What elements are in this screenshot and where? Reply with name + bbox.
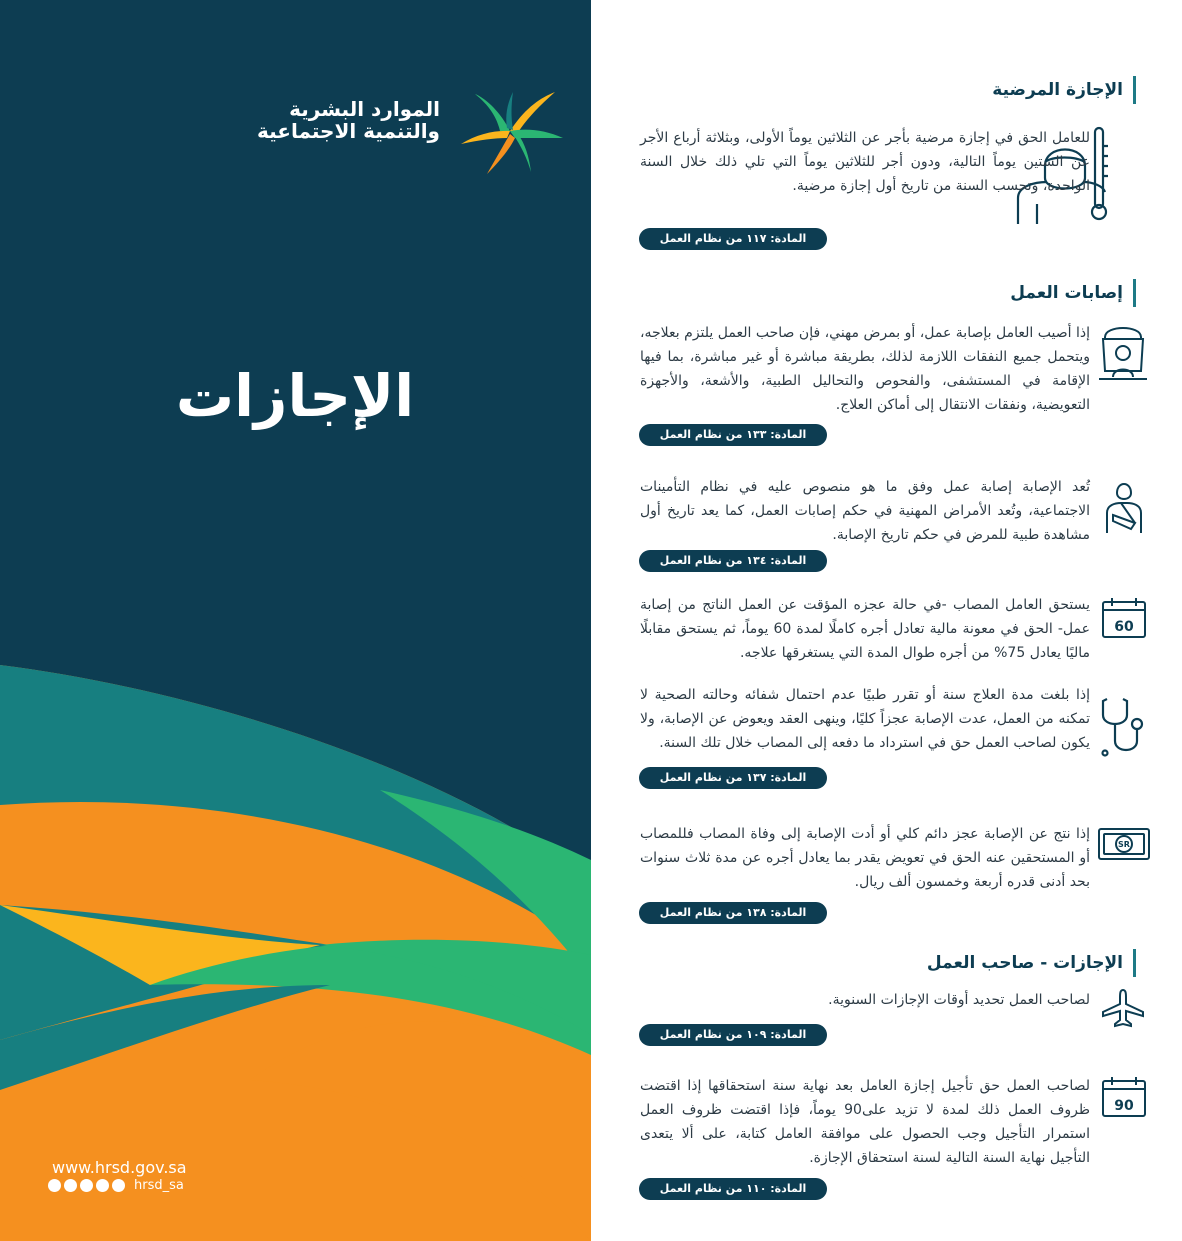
item-text: يستحق العامل المصاب -في حالة عجزه المؤقت عن العمل الناتج من إصابة عمل- الحق في معونة مالية تعادل أجره كاملًا لمدة 60 يوماً، ثم يستحق مقابلًا ماليًا يعادل 75% من أجره طوال المدة التي يستغرقها علاجه. — [640, 597, 1090, 661]
facebook-icon[interactable] — [96, 1179, 109, 1192]
social-links — [48, 1178, 184, 1193]
calendar-number: 60 — [1114, 619, 1134, 635]
snapchat-icon[interactable] — [64, 1179, 77, 1192]
section-title-work-injuries: إصابات العمل — [1010, 279, 1136, 307]
face-shield-worker-icon — [1097, 323, 1149, 381]
youtube-icon[interactable] — [80, 1179, 93, 1192]
calendar-60-icon — [1101, 597, 1147, 639]
article-reference-badge: المادة: ١٠٩ من نظام العمل — [639, 1024, 827, 1046]
item-text: للعامل الحق في إجازة مرضية بأجر عن الثلاثين يوماً الأولى، وبثلاثة أرباع الأجر عن الستين يوماً التالية، ودون أجر للثلاثين يوماً التي تلي ذلك خلال السنة الواحدة، وتحسب السنة من تاريخ أول إجازة مرضية. — [640, 130, 1090, 194]
instagram-icon[interactable] — [112, 1179, 125, 1192]
article-reference-badge: المادة: ١١٠ من نظام العمل — [639, 1178, 827, 1200]
item-text: إذا نتج عن الإصابة عجز دائم كلي أو أدت الإصابة إلى وفاة المصاب فللمصاب أو المستحقين عنه الحق في تعويض يقدر بما يعادل أجره عن مدة ثلاث سنوات بحد أدنى قدره أربعة وخمسون ألف ريال. — [640, 826, 1090, 890]
item-text: إذا أصيب العامل بإصابة عمل، أو بمرض مهني، فإن صاحب العمل يلتزم بعلاجه، ويتحمل جميع النفقات اللازمة لذلك، بطريقة مباشرة أو غير مباشرة، بما فيها الإقامة في المستشفى، والفحوص والتحاليل الطبية، والأشعة، والأجهزة التعويضية، ونفقات الانتقال إلى أماكن العلاج. — [640, 325, 1090, 413]
airplane-icon — [1101, 988, 1145, 1028]
item-text: إذا بلغت مدة العلاج سنة أو تقرر طبيًا عدم احتمال شفائه وحالته الصحية لا تمكنه من العمل، عدت الإصابة عجزاً كليًا، وينهى العقد ويعوض عن الإصابة، ولا يكون لصاحب العمل حق في استرداد ما دفعه إلى المصاب خلال تلك السنة. — [640, 687, 1090, 751]
item-text: تُعد الإصابة إصابة عمل وفق ما هو منصوص عليه في نظام التأمينات الاجتماعية، وتُعد الأمراض المهنية في حكم إصابات العمل، كما يعد تاريخ أول مشاهدة طبية للمرض في حكم تاريخ الإصابة. — [640, 479, 1090, 543]
stethoscope-icon — [1099, 695, 1149, 757]
section-title-employer-leaves: الإجازات - صاحب العمل — [927, 949, 1136, 977]
ministry-name — [257, 98, 440, 142]
calendar-90-icon — [1101, 1076, 1147, 1118]
item-text: لصاحب العمل تحديد أوقات الإجازات السنوية. — [828, 992, 1090, 1008]
article-reference-badge: المادة: ١٣٣ من نظام العمل — [639, 424, 827, 446]
article-reference-badge: المادة: ١٣٨ من نظام العمل — [639, 902, 827, 924]
article-reference-badge: المادة: ١٣٤ من نظام العمل — [639, 550, 827, 572]
article-reference-badge: المادة: ١١٧ من نظام العمل — [639, 228, 827, 250]
item-text: لصاحب العمل حق تأجيل إجازة العامل بعد نهاية سنة استحقاقها إذا اقتضت ظروف العمل ذلك لمدة لا تزيد على90 يوماً، فإذا اقتضت ظروف العمل استمرار التأجيل وجب الحصول على موافقة العامل كتابة، على ألا يتعدى التأجيل نهاية السنة التالية لسنة استحقاق الإجازة. — [640, 1078, 1091, 1166]
ministry-logo — [257, 86, 565, 176]
social-handle[interactable]: hrsd_sa — [134, 1178, 184, 1193]
calendar-number: 90 — [1114, 1098, 1134, 1114]
ministry-emblem-icon — [455, 86, 565, 176]
cover-title: الإجازات — [175, 362, 415, 430]
article-reference-badge: المادة: ١٣٧ من نظام العمل — [639, 767, 827, 789]
banknote-sr-icon — [1097, 826, 1151, 862]
section-title-sick-leave: الإجازة المرضية — [992, 76, 1136, 104]
content-panel — [591, 0, 1182, 1241]
ministry-name-line1: الموارد البشرية — [289, 97, 440, 121]
twitter-icon[interactable] — [48, 1179, 61, 1192]
ministry-name-line2: والتنمية الاجتماعية — [257, 119, 440, 143]
banknote-label: SR — [1118, 840, 1130, 849]
website-url[interactable]: www.hrsd.gov.sa — [52, 1158, 187, 1177]
injured-arm-sling-icon — [1103, 479, 1145, 535]
